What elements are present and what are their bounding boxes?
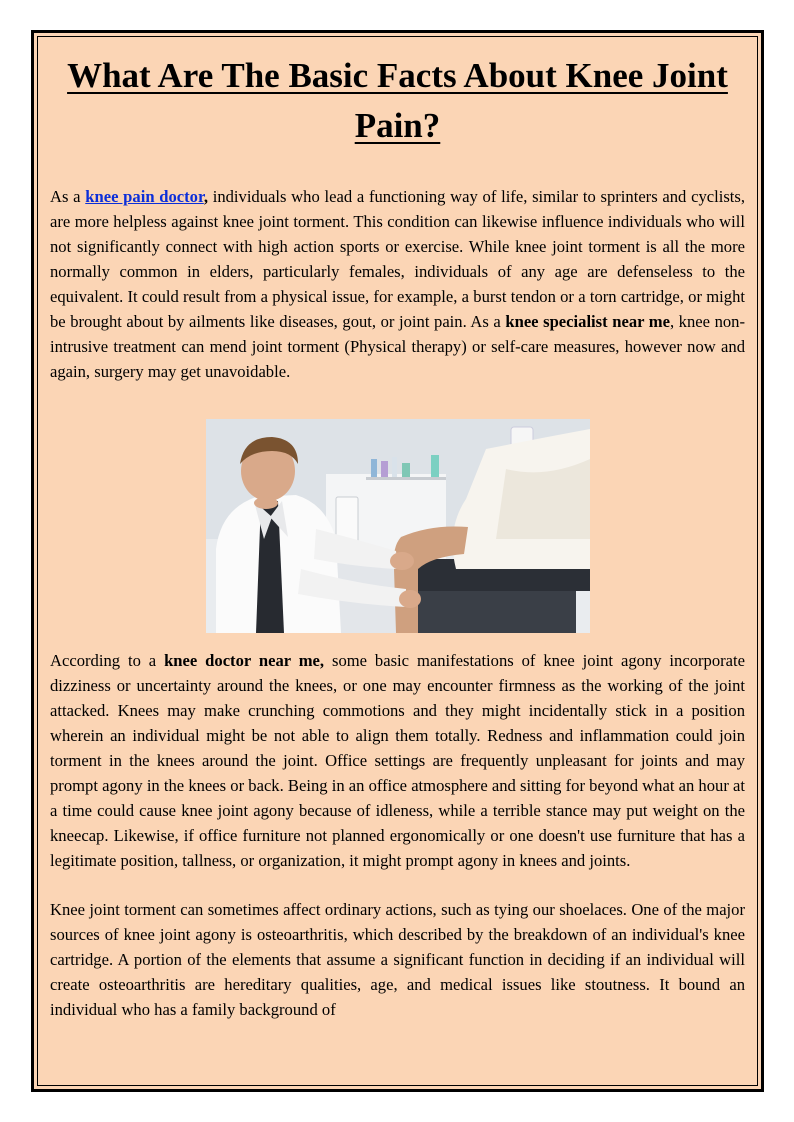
paragraph-symptoms [50,648,745,873]
intro-link-comma: , [203,187,208,206]
symptoms-lead: According to a [50,651,165,670]
symptoms-text: some basic manifestations of knee joint agony incorporate dizziness or uncertainty around the knees, or one may encounter firmness as the working of the joint attacked. Knees may make crunching commotions and they might incidentally stick in a position wherein an individual might be not able to align them totally. Redness and inflammation could join torment in the knees around the joint. Office settings are frequently unpleasant for joints and may prompt agony in the knees or back. Being in an office atmosphere and sitting for beyond what an hour at a time could cause knee joint agony because of idleness, while a terrible stance may put weight on the kneecap. Likewise, if office furniture not planned ergonomically or one doesn't use furniture that has a legitimate position, tallness, or organization, it might prompt agony in knees and joints. [50,651,745,870]
document-title: What Are The Basic Facts About Knee Joint Pain? [67,56,728,145]
intro-lead: As a [50,187,86,206]
intro-bold-specialist: knee specialist near me [505,312,670,331]
paragraph-osteoarthritis: Knee joint torment can sometimes affect ordinary actions, such as tying our shoelaces. One of the major sources of knee joint agony is osteoarthritis, which described by the breakdown of an individual's knee cartridge. A portion of the elements that assume a significant function in deciding if an individual will create osteoarthritis are hereditary qualities, age, and medical issues like stoutness. It bound an individual who has a family background of [50,900,745,1019]
intro-text-a: individuals who lead a functioning way of life, similar to sprinters and cyclists, are more helpless against knee joint torment. This condition can likewise influence individuals who will not significantly connect with high action sports or exercise. While knee joint torment is all the more normally common in elders, particularly females, individuals of any age are defenseless to the equivalent. It could result from a physical issue, for example, a burst tendon or a torn cartridge, or might be brought about by ailments like diseases, gout, or joint pain. As a [50,187,745,331]
document-page [31,30,764,1092]
knee-pain-doctor-link[interactable]: knee pain doctor [85,187,204,206]
paragraph-intro [50,184,745,384]
symptoms-bold-knee-doctor: knee doctor near me, [164,651,325,670]
doctor-knee-exam-photo [206,419,590,633]
intro-text-b: , knee non-intrusive treatment can mend joint torment (Physical therapy) or self-care measures, however now and again, surgery may get unavoidable. [50,312,745,381]
document-content [50,51,745,1022]
